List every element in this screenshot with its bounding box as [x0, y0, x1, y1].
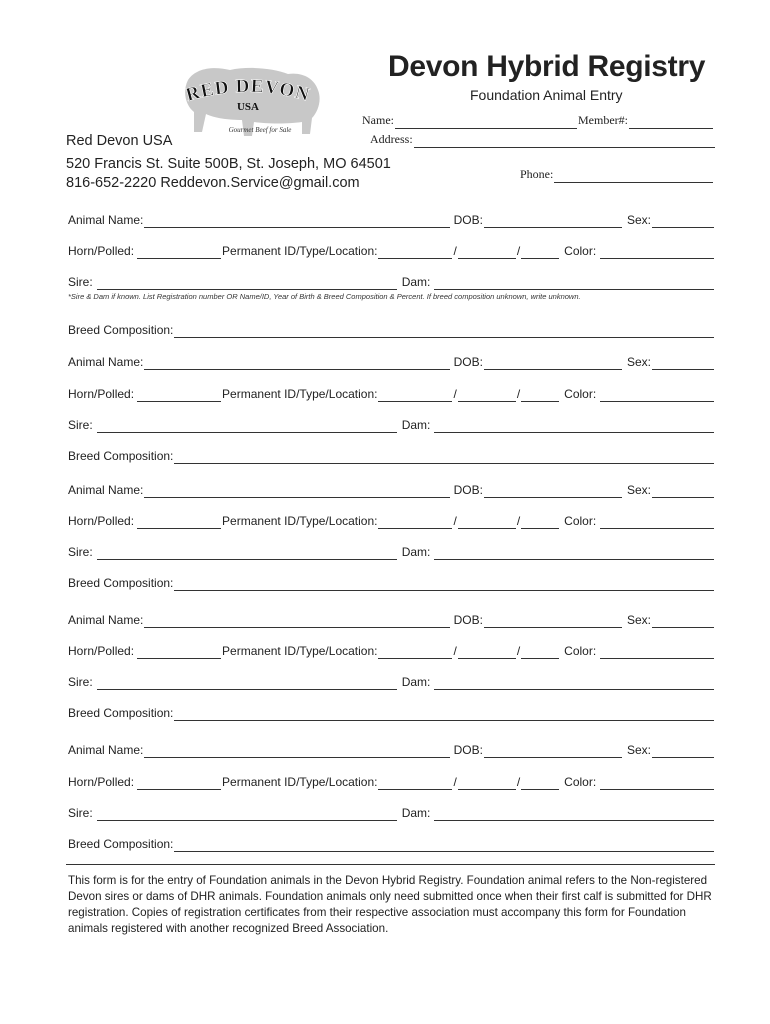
- name-field[interactable]: [395, 116, 577, 129]
- sire-dam-row-3: [68, 544, 715, 560]
- sire-field-2[interactable]: [97, 420, 397, 433]
- color-label: Color:: [564, 775, 597, 789]
- slash-separator: /: [453, 775, 457, 789]
- horn-polled-row-2: [68, 386, 715, 402]
- name-label: Name:: [362, 113, 394, 127]
- logo-tagline: Gourmet Beef for Sale: [228, 126, 292, 134]
- permanent-id-field-4[interactable]: [378, 646, 452, 659]
- permanent-id-label: Permanent ID/Type/Location:: [222, 244, 378, 258]
- breed-composition-field-2[interactable]: [174, 451, 714, 464]
- address-field[interactable]: [414, 135, 715, 148]
- permanent-id-field-5[interactable]: [378, 777, 452, 790]
- animal-name-field-2[interactable]: [144, 357, 449, 370]
- slash-separator: /: [516, 244, 521, 258]
- dam-label: Dam:: [401, 545, 431, 559]
- animal-name-field-5[interactable]: [144, 745, 449, 758]
- horn-polled-label: Horn/Polled:: [68, 244, 135, 258]
- breed-composition-field-3[interactable]: [174, 578, 714, 591]
- animal-name-label: Animal Name:: [68, 743, 144, 757]
- animal-name-label: Animal Name:: [68, 355, 144, 369]
- permanent-id-label: Permanent ID/Type/Location:: [222, 644, 378, 658]
- breed-composition-label: Breed Composition:: [68, 706, 174, 720]
- horn-polled-label: Horn/Polled:: [68, 514, 135, 528]
- footer-text: This form is for the entry of Foundation animals in the Devon Hybrid Registry. Foundation animal refers to the Non-registered Devon sires or dams of DHR animals. Foundation animals only need submitted once when their first calf is submitted for DHR registration. Copies of registration certificates from their respective association must accompany this form for Foundation animals registered with another recognized Breed Association.: [68, 874, 712, 935]
- horn-polled-label: Horn/Polled:: [68, 644, 135, 658]
- dam-field-1[interactable]: [434, 277, 714, 290]
- permanent-id-label: Permanent ID/Type/Location:: [222, 387, 378, 401]
- color-label: Color:: [564, 514, 597, 528]
- phone-field[interactable]: [554, 170, 713, 183]
- animal-name-row-3: [68, 482, 715, 498]
- member-number-label: Member#:: [578, 113, 628, 127]
- animal-name-row-1: [68, 212, 715, 228]
- sire-field-1[interactable]: [97, 277, 397, 290]
- sire-label: Sire:: [68, 806, 93, 820]
- permanent-id-label: Permanent ID/Type/Location:: [222, 514, 378, 528]
- permanent-id-field-2[interactable]: [378, 389, 452, 402]
- sire-label: Sire:: [68, 545, 93, 559]
- sire-dam-row-4: [68, 674, 715, 690]
- breed-composition-label: Breed Composition:: [68, 323, 174, 337]
- id-location-field-5[interactable]: [521, 777, 559, 790]
- slash-separator: /: [453, 514, 457, 528]
- color-label: Color:: [564, 387, 597, 401]
- sire-dam-row-1: [68, 274, 715, 290]
- horn-polled-field-3[interactable]: [137, 516, 221, 529]
- id-location-field-2[interactable]: [521, 389, 559, 402]
- animal-name-row-4: [68, 612, 715, 628]
- breed-composition-row-4: [68, 705, 715, 721]
- sire-label: Sire:: [68, 675, 93, 689]
- breed-composition-label: Breed Composition:: [68, 449, 174, 463]
- organization-name: Red Devon USA: [66, 133, 173, 149]
- address-label: Address:: [370, 132, 413, 146]
- id-type-field-2[interactable]: [458, 389, 516, 402]
- horn-polled-field-5[interactable]: [137, 777, 221, 790]
- breed-composition-row-2: [68, 448, 715, 464]
- sire-field-5[interactable]: [97, 808, 397, 821]
- id-location-field-3[interactable]: [521, 516, 559, 529]
- dob-label: DOB:: [453, 743, 483, 757]
- dam-label: Dam:: [401, 806, 431, 820]
- id-type-field-5[interactable]: [458, 777, 516, 790]
- animal-name-row-2: [68, 354, 715, 370]
- horn-polled-field-1[interactable]: [137, 246, 221, 259]
- animal-name-label: Animal Name:: [68, 483, 144, 497]
- sex-field-5[interactable]: [652, 745, 714, 758]
- sex-label: Sex:: [626, 355, 651, 369]
- id-type-field-1[interactable]: [458, 246, 516, 259]
- breed-composition-field-4[interactable]: [174, 708, 714, 721]
- page-subtitle: Foundation Animal Entry: [470, 87, 623, 103]
- slash-separator: /: [516, 644, 521, 658]
- id-location-field-4[interactable]: [521, 646, 559, 659]
- color-field-3[interactable]: [600, 516, 714, 529]
- red-devon-logo: [168, 62, 328, 142]
- horn-polled-row-3: [68, 513, 715, 529]
- color-field-4[interactable]: [600, 646, 714, 659]
- dam-field-2[interactable]: [434, 420, 714, 433]
- organization-contact: 816-652-2220 Reddevon.Service@gmail.com: [66, 175, 360, 191]
- dam-label: Dam:: [401, 275, 431, 289]
- dob-field-4[interactable]: [484, 615, 622, 628]
- sire-field-4[interactable]: [97, 677, 397, 690]
- sex-label: Sex:: [626, 743, 651, 757]
- slash-separator: /: [516, 514, 521, 528]
- address-row: [370, 132, 716, 148]
- sire-field-3[interactable]: [97, 547, 397, 560]
- animal-name-row-5: [68, 742, 715, 758]
- dob-field-2[interactable]: [484, 357, 622, 370]
- color-field-1[interactable]: [600, 246, 714, 259]
- horn-polled-field-4[interactable]: [137, 646, 221, 659]
- horn-polled-row-5: [68, 774, 715, 790]
- dob-field-5[interactable]: [484, 745, 622, 758]
- breed-composition-field-5[interactable]: [174, 839, 714, 852]
- dob-label: DOB:: [453, 355, 483, 369]
- dob-label: DOB:: [453, 613, 483, 627]
- dam-field-5[interactable]: [434, 808, 714, 821]
- color-field-5[interactable]: [600, 777, 714, 790]
- breed-composition-label: Breed Composition:: [68, 837, 174, 851]
- phone-label: Phone:: [520, 167, 554, 181]
- animal-name-label: Animal Name:: [68, 613, 144, 627]
- page-title: Devon Hybrid Registry: [388, 50, 706, 83]
- breed-composition-row-1: [68, 322, 715, 338]
- slash-separator: /: [453, 244, 457, 258]
- slash-separator: /: [516, 387, 521, 401]
- organization-address: 520 Francis St. Suite 500B, St. Joseph, MO 64501: [66, 156, 391, 172]
- horn-polled-label: Horn/Polled:: [68, 775, 135, 789]
- horn-polled-field-2[interactable]: [137, 389, 221, 402]
- sex-label: Sex:: [626, 613, 651, 627]
- id-type-field-3[interactable]: [458, 516, 516, 529]
- horn-polled-row-4: [68, 643, 715, 659]
- logo-usa-text: USA: [236, 101, 260, 113]
- sex-label: Sex:: [626, 483, 651, 497]
- sire-dam-note: *Sire & Dam if known. List Registration number OR Name/ID, Year of Birth & Breed Composition & Percent. If breed composition unknown, write unknown.: [68, 292, 581, 301]
- member-name-row: [362, 113, 714, 129]
- permanent-id-field-1[interactable]: [378, 246, 452, 259]
- slash-separator: /: [453, 644, 457, 658]
- dob-field-3[interactable]: [484, 485, 622, 498]
- sire-label: Sire:: [68, 275, 93, 289]
- id-type-field-4[interactable]: [458, 646, 516, 659]
- sire-dam-row-2: [68, 417, 715, 433]
- breed-composition-row-3: [68, 575, 715, 591]
- sex-field-3[interactable]: [652, 485, 714, 498]
- color-field-2[interactable]: [600, 389, 714, 402]
- color-label: Color:: [564, 244, 597, 258]
- sex-field-1[interactable]: [652, 215, 714, 228]
- animal-name-field-1[interactable]: [144, 215, 449, 228]
- dam-field-4[interactable]: [434, 677, 714, 690]
- footer-divider: [66, 864, 715, 865]
- slash-separator: /: [453, 387, 457, 401]
- id-location-field-1[interactable]: [521, 246, 559, 259]
- member-number-field[interactable]: [629, 116, 713, 129]
- sex-field-2[interactable]: [652, 357, 714, 370]
- animal-name-label: Animal Name:: [68, 213, 144, 227]
- breed-composition-row-5: [68, 836, 715, 852]
- dob-field-1[interactable]: [484, 215, 622, 228]
- breed-composition-label: Breed Composition:: [68, 576, 174, 590]
- dam-field-3[interactable]: [434, 547, 714, 560]
- dob-label: DOB:: [453, 213, 483, 227]
- sex-field-4[interactable]: [652, 615, 714, 628]
- dam-label: Dam:: [401, 675, 431, 689]
- horn-polled-row-1: [68, 243, 715, 259]
- slash-separator: /: [516, 775, 521, 789]
- breed-composition-field-1[interactable]: [174, 325, 714, 338]
- dob-label: DOB:: [453, 483, 483, 497]
- horn-polled-label: Horn/Polled:: [68, 387, 135, 401]
- sire-label: Sire:: [68, 418, 93, 432]
- sex-label: Sex:: [626, 213, 651, 227]
- color-label: Color:: [564, 644, 597, 658]
- dam-label: Dam:: [401, 418, 431, 432]
- phone-row: [520, 167, 714, 183]
- logo-top-text: RED DEVON: [183, 75, 313, 106]
- permanent-id-label: Permanent ID/Type/Location:: [222, 775, 378, 789]
- animal-name-field-4[interactable]: [144, 615, 449, 628]
- animal-name-field-3[interactable]: [144, 485, 449, 498]
- permanent-id-field-3[interactable]: [378, 516, 452, 529]
- sire-dam-row-5: [68, 805, 715, 821]
